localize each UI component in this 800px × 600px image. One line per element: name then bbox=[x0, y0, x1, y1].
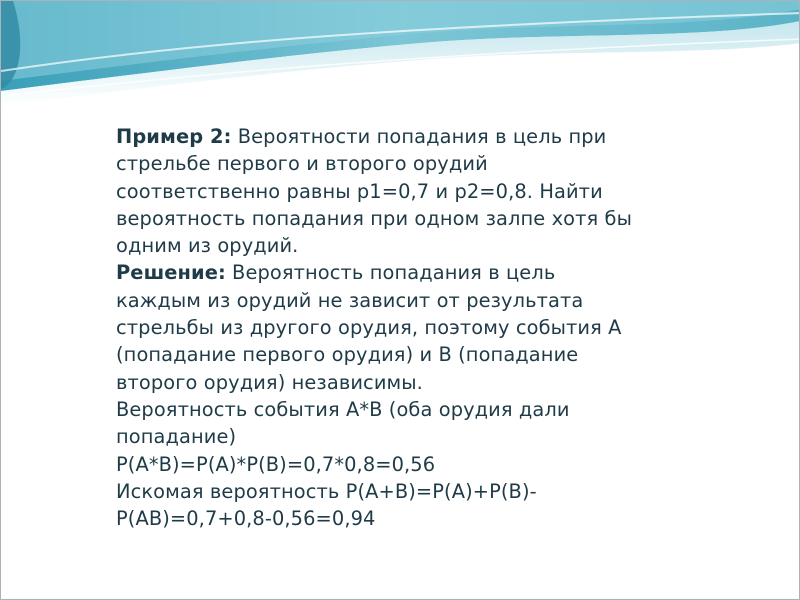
example-line-4: вероятность попадания при одном залпе хотя бы bbox=[116, 206, 633, 230]
example-label: Пример 2: bbox=[116, 125, 232, 148]
slide-text bbox=[116, 123, 756, 532]
solution-line-7: попадание) bbox=[116, 425, 237, 449]
example-text: Вероятности попадания в цель при bbox=[231, 125, 607, 148]
solution-line-2: каждым из орудий не зависит от результата bbox=[116, 288, 584, 312]
solution-line-5: второго орудия) независимы. bbox=[116, 370, 423, 394]
header-wave-decoration bbox=[1, 1, 800, 121]
example-line-3: соответственно равны p1=0,7 и p2=0,8. Найти bbox=[116, 179, 603, 203]
example-line-2: стрельбе первого и второго орудий bbox=[116, 152, 488, 176]
solution-line-4: (попадание первого орудия) и В (попадание bbox=[116, 343, 579, 367]
solution-text: Вероятность попадания в цель bbox=[225, 261, 556, 285]
example-line-5: одним из орудий. bbox=[116, 234, 299, 258]
solution-line-1 bbox=[116, 259, 756, 286]
answer-line-1: Искомая вероятность Р(А+В)=Р(А)+Р(В)- bbox=[116, 479, 537, 503]
solution-line-6: Вероятность события А*В (оба орудия дали bbox=[116, 397, 570, 421]
solution-line-3: стрельбы из другого орудия, поэтому события А bbox=[116, 316, 622, 340]
example-line-1 bbox=[116, 123, 756, 150]
answer-line-2: Р(АВ)=0,7+0,8-0,56=0,94 bbox=[116, 507, 376, 531]
formula-line: Р(А*В)=Р(А)*Р(В)=0,7*0,8=0,56 bbox=[116, 452, 436, 476]
solution-label: Решение: bbox=[116, 261, 226, 285]
